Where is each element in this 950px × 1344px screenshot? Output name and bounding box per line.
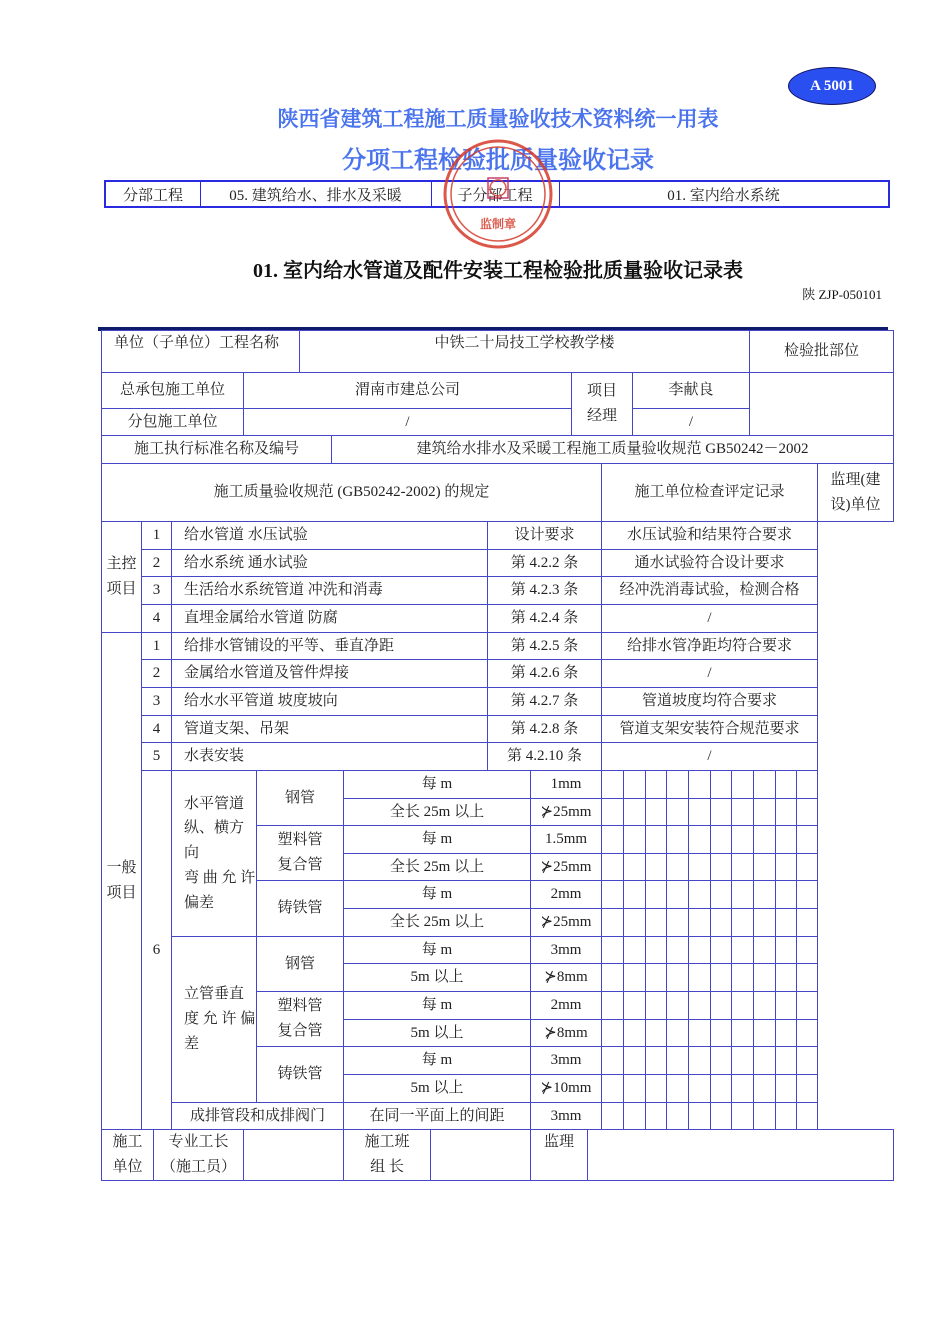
tolerance-group-label: 立管垂直 度 允 许 偏 差	[171, 936, 257, 1103]
measurement-cell	[645, 963, 667, 992]
general-contractor-value: 渭南市建总公司	[243, 372, 572, 409]
tolerance-value: 2mm	[530, 880, 602, 909]
measurement-cell	[688, 880, 711, 909]
tolerance-value: ⊁25mm	[530, 853, 602, 881]
measurement-cell	[623, 1102, 646, 1130]
item-record: 管道坡度均符合要求	[601, 687, 818, 716]
measurement-cell	[753, 1019, 776, 1047]
project-manager-value: 李献良	[632, 372, 750, 409]
item-record: /	[601, 604, 818, 633]
tolerance-condition: 5m 以上	[343, 1074, 531, 1103]
division-label: 分部工程	[106, 182, 201, 206]
measurement-cell	[775, 908, 797, 937]
measurement-cell	[601, 991, 624, 1020]
measurement-cell	[601, 853, 624, 881]
measurement-cell	[666, 991, 689, 1020]
foreman-signature	[243, 1129, 344, 1181]
measurement-cell	[623, 936, 646, 964]
measurement-cell	[796, 1046, 818, 1075]
measurement-cell	[753, 908, 776, 937]
item-text: 成排管段和成排阀门	[171, 1102, 344, 1130]
division-value: 05. 建筑给水、排水及采暖	[200, 182, 432, 206]
standard-value: 建筑给水排水及采暖工程施工质量验收规范 GB50242－2002	[331, 435, 894, 464]
measurement-cell	[775, 1046, 797, 1075]
measurement-cell	[775, 853, 797, 881]
measurement-cell	[731, 1019, 754, 1047]
item-clause: 第 4.2.2 条	[487, 549, 602, 577]
item-number: 5	[141, 742, 172, 771]
measurement-cell	[731, 1046, 754, 1075]
form-number-badge: A 5001	[788, 67, 876, 105]
measurement-cell	[753, 991, 776, 1020]
measurement-cell	[601, 908, 624, 937]
record-header: 施工单位检查评定记录	[601, 463, 818, 522]
tolerance-value: 2mm	[530, 991, 602, 1020]
measurement-cell	[666, 798, 689, 826]
measurement-cell	[753, 963, 776, 992]
measurement-cell	[796, 991, 818, 1020]
item-number: 4	[141, 715, 172, 743]
measurement-cell	[666, 880, 689, 909]
batch-location-value	[749, 372, 894, 436]
tolerance-value: ⊁10mm	[530, 1074, 602, 1103]
measurement-cell	[666, 1046, 689, 1075]
measurement-cell	[645, 880, 667, 909]
measurement-cell	[623, 963, 646, 992]
team-leader-signature	[430, 1129, 531, 1181]
measurement-cell	[775, 963, 797, 992]
measurement-cell	[710, 880, 732, 909]
measurement-cell	[666, 1074, 689, 1103]
measurement-cell	[775, 880, 797, 909]
measurement-cell	[796, 880, 818, 909]
item-record: /	[601, 659, 818, 688]
tolerance-value: 1.5mm	[530, 825, 602, 854]
measurement-cell	[666, 908, 689, 937]
measurement-cell	[688, 963, 711, 992]
supervisor-header: 监理(建 设)单位	[817, 463, 894, 522]
measurement-cell	[688, 798, 711, 826]
item-record: /	[601, 742, 818, 771]
item-number: 2	[141, 659, 172, 688]
measurement-cell	[645, 798, 667, 826]
item-clause: 设计要求	[487, 521, 602, 550]
item-record: 水压试验和结果符合要求	[601, 521, 818, 550]
measurement-cell	[710, 770, 732, 799]
measurement-cell	[601, 770, 624, 799]
measurement-cell	[601, 1019, 624, 1047]
document-subtitle: 分项工程检验批质量验收记录	[342, 148, 654, 174]
item-text: 给水系统 通水试验	[171, 549, 488, 577]
document-title: 陕西省建筑工程施工质量验收技术资料统一用表	[277, 107, 719, 131]
measurement-cell	[688, 1074, 711, 1103]
measurement-cell	[710, 991, 732, 1020]
measurement-cell	[623, 1019, 646, 1047]
measurement-cell	[731, 853, 754, 881]
measurement-cell	[731, 880, 754, 909]
project-name-label: 单位（子单位）工程名称	[101, 330, 300, 373]
measurement-cell	[731, 825, 754, 854]
measurement-cell	[775, 1019, 797, 1047]
measurement-cell	[666, 825, 689, 854]
measurement-cell	[775, 798, 797, 826]
item-clause: 第 4.2.4 条	[487, 604, 602, 633]
tolerance-value: 3mm	[530, 936, 602, 964]
item-record: 给排水管净距均符合要求	[601, 632, 818, 660]
item-text: 直埋金属给水管道 防腐	[171, 604, 488, 633]
main-items-category: 主控 项目	[101, 521, 142, 633]
project-name-value: 中铁二十局技工学校教学楼	[299, 330, 750, 373]
measurement-cell	[645, 936, 667, 964]
subcontractor-label: 分包施工单位	[101, 408, 244, 436]
measurement-cell	[623, 798, 646, 826]
measurement-cell	[645, 908, 667, 937]
item-text: 金属给水管道及管件焊接	[171, 659, 488, 688]
measurement-cell	[645, 991, 667, 1020]
tolerance-condition: 5m 以上	[343, 963, 531, 992]
item-text: 生活给水系统管道 冲洗和消毒	[171, 576, 488, 605]
measurement-cell	[796, 936, 818, 964]
measurement-cell	[710, 936, 732, 964]
measurement-cell	[710, 798, 732, 826]
measurement-cell	[623, 825, 646, 854]
sub-project-manager-value: /	[632, 408, 750, 436]
measurement-cell	[753, 1102, 776, 1130]
pipe-type-label: 塑料管 复合管	[256, 825, 344, 881]
measurement-cell	[688, 936, 711, 964]
measurement-cell	[688, 908, 711, 937]
measurement-cell	[710, 825, 732, 854]
item-number: 3	[141, 576, 172, 605]
tolerance-group-label: 水平管道 纵、横方向 弯 曲 允 许 偏差	[171, 770, 257, 937]
measurement-cell	[775, 936, 797, 964]
measurement-cell	[601, 1074, 624, 1103]
item-clause: 第 4.2.6 条	[487, 659, 602, 688]
item-record: 通水试验符合设计要求	[601, 549, 818, 577]
tolerance-condition: 全长 25m 以上	[343, 798, 531, 826]
measurement-cell	[731, 1074, 754, 1103]
item-text: 给排水管铺设的平等、垂直净距	[171, 632, 488, 660]
pipe-type-label: 钢管	[256, 936, 344, 992]
supervisor-label: 监理	[530, 1129, 588, 1181]
measurement-cell	[710, 1019, 732, 1047]
measurement-cell	[796, 853, 818, 881]
measurement-cell	[623, 1074, 646, 1103]
item-clause: 第 4.2.3 条	[487, 576, 602, 605]
item-number: 4	[141, 604, 172, 633]
team-leader-label: 施工班 组 长	[343, 1129, 431, 1181]
measurement-cell	[775, 825, 797, 854]
measurement-cell	[710, 963, 732, 992]
tolerance-value: ⊁25mm	[530, 798, 602, 826]
measurement-cell	[731, 1102, 754, 1130]
measurement-cell	[645, 1102, 667, 1130]
pipe-type-label: 铸铁管	[256, 880, 344, 937]
foreman-label: 专业工长 （施工员）	[153, 1129, 244, 1181]
measurement-cell	[623, 853, 646, 881]
measurement-cell	[775, 1074, 797, 1103]
tolerance-condition: 全长 25m 以上	[343, 908, 531, 937]
measurement-cell	[666, 936, 689, 964]
measurement-cell	[601, 880, 624, 909]
svg-text:监制章: 监制章	[479, 217, 517, 231]
measurement-cell	[666, 963, 689, 992]
measurement-cell	[688, 1046, 711, 1075]
measurement-cell	[601, 963, 624, 992]
item-record: 管道支架安装符合规范要求	[601, 715, 818, 743]
tolerance-value: ⊁25mm	[530, 908, 602, 937]
measurement-cell	[796, 1019, 818, 1047]
measurement-cell	[623, 991, 646, 1020]
subcontractor-value: /	[243, 408, 572, 436]
measurement-cell	[796, 1102, 818, 1130]
general-items-category: 一般 项目	[101, 632, 142, 1130]
measurement-cell	[645, 853, 667, 881]
spec-header: 施工质量验收规范 (GB50242-2002) 的规定	[101, 463, 602, 522]
item-clause: 第 4.2.5 条	[487, 632, 602, 660]
measurement-cell	[645, 1074, 667, 1103]
subdivision-label: 子分部工程	[431, 182, 560, 206]
tolerance-condition: 每 m	[343, 991, 531, 1020]
measurement-cell	[753, 853, 776, 881]
tolerance-condition: 每 m	[343, 825, 531, 854]
measurement-cell	[753, 825, 776, 854]
tolerance-value: ⊁8mm	[530, 963, 602, 992]
tolerance-value: 1mm	[530, 770, 602, 799]
measurement-cell	[753, 770, 776, 799]
measurement-cell	[601, 798, 624, 826]
supervision-stamp-icon	[440, 136, 556, 252]
measurement-cell	[601, 936, 624, 964]
tolerance-condition: 全长 25m 以上	[343, 853, 531, 881]
measurement-cell	[753, 936, 776, 964]
measurement-cell	[710, 1102, 732, 1130]
measurement-cell	[601, 1102, 624, 1130]
measurement-cell	[645, 1046, 667, 1075]
measurement-cell	[775, 991, 797, 1020]
measurement-cell	[710, 853, 732, 881]
item-text: 给水水平管道 坡度坡向	[171, 687, 488, 716]
measurement-cell	[666, 1102, 689, 1130]
item-number: 1	[141, 632, 172, 660]
measurement-cell	[645, 770, 667, 799]
measurement-cell	[623, 770, 646, 799]
standard-label: 施工执行标准名称及编号	[101, 435, 332, 464]
measurement-cell	[796, 825, 818, 854]
item-text: 水表安装	[171, 742, 488, 771]
pipe-type-label: 钢管	[256, 770, 344, 826]
tolerance-condition: 每 m	[343, 770, 531, 799]
tolerance-condition: 5m 以上	[343, 1019, 531, 1047]
construction-unit-label: 施工 单位	[101, 1129, 154, 1181]
measurement-cell	[666, 853, 689, 881]
item-clause: 第 4.2.10 条	[487, 742, 602, 771]
tolerance-condition: 在同一平面上的间距	[343, 1102, 531, 1130]
general-contractor-label: 总承包施工单位	[101, 372, 244, 409]
item-number: 2	[141, 549, 172, 577]
measurement-cell	[623, 908, 646, 937]
measurement-cell	[731, 908, 754, 937]
measurement-cell	[796, 798, 818, 826]
tolerance-condition: 每 m	[343, 880, 531, 909]
measurement-cell	[775, 1102, 797, 1130]
measurement-cell	[731, 963, 754, 992]
tolerance-value: 3mm	[530, 1046, 602, 1075]
measurement-cell	[623, 1046, 646, 1075]
measurement-cell	[645, 825, 667, 854]
tolerance-condition: 每 m	[343, 1046, 531, 1075]
measurement-cell	[796, 908, 818, 937]
measurement-cell	[688, 991, 711, 1020]
measurement-cell	[666, 1019, 689, 1047]
item-record: 经冲洗消毒试验，检测合格	[601, 576, 818, 605]
item-text: 管道支架、吊架	[171, 715, 488, 743]
measurement-cell	[601, 825, 624, 854]
measurement-cell	[731, 770, 754, 799]
measurement-cell	[688, 1019, 711, 1047]
item-clause: 第 4.2.7 条	[487, 687, 602, 716]
measurement-cell	[601, 1046, 624, 1075]
pipe-type-label: 铸铁管	[256, 1046, 344, 1103]
item-number: 6	[141, 770, 172, 1130]
tolerance-value: 3mm	[530, 1102, 602, 1130]
measurement-cell	[753, 798, 776, 826]
measurement-cell	[796, 1074, 818, 1103]
measurement-cell	[731, 936, 754, 964]
project-manager-label: 项目 经理	[571, 372, 633, 436]
form-title: 01. 室内给水管道及配件安装工程检验批质量验收记录表	[253, 260, 743, 282]
measurement-cell	[796, 770, 818, 799]
supervisor-signature	[587, 1129, 894, 1181]
measurement-cell	[753, 1046, 776, 1075]
measurement-cell	[688, 825, 711, 854]
measurement-cell	[688, 1102, 711, 1130]
measurement-cell	[688, 853, 711, 881]
pipe-type-label: 塑料管 复合管	[256, 991, 344, 1047]
item-clause: 第 4.2.8 条	[487, 715, 602, 743]
measurement-cell	[645, 1019, 667, 1047]
measurement-cell	[666, 770, 689, 799]
measurement-cell	[753, 1074, 776, 1103]
item-number: 1	[141, 521, 172, 550]
subdivision-value: 01. 室内给水系统	[667, 187, 780, 204]
measurement-cell	[731, 798, 754, 826]
measurement-cell	[710, 1074, 732, 1103]
measurement-cell	[796, 963, 818, 992]
measurement-cell	[753, 880, 776, 909]
item-text: 给水管道 水压试验	[171, 521, 488, 550]
measurement-cell	[688, 770, 711, 799]
measurement-cell	[710, 1046, 732, 1075]
batch-location-label: 检验批部位	[749, 330, 894, 373]
item-number: 3	[141, 687, 172, 716]
form-code: 陕 ZJP-050101	[802, 287, 882, 302]
tolerance-condition: 每 m	[343, 936, 531, 964]
tolerance-value: ⊁8mm	[530, 1019, 602, 1047]
measurement-cell	[710, 908, 732, 937]
measurement-cell	[775, 770, 797, 799]
measurement-cell	[731, 991, 754, 1020]
measurement-cell	[623, 880, 646, 909]
